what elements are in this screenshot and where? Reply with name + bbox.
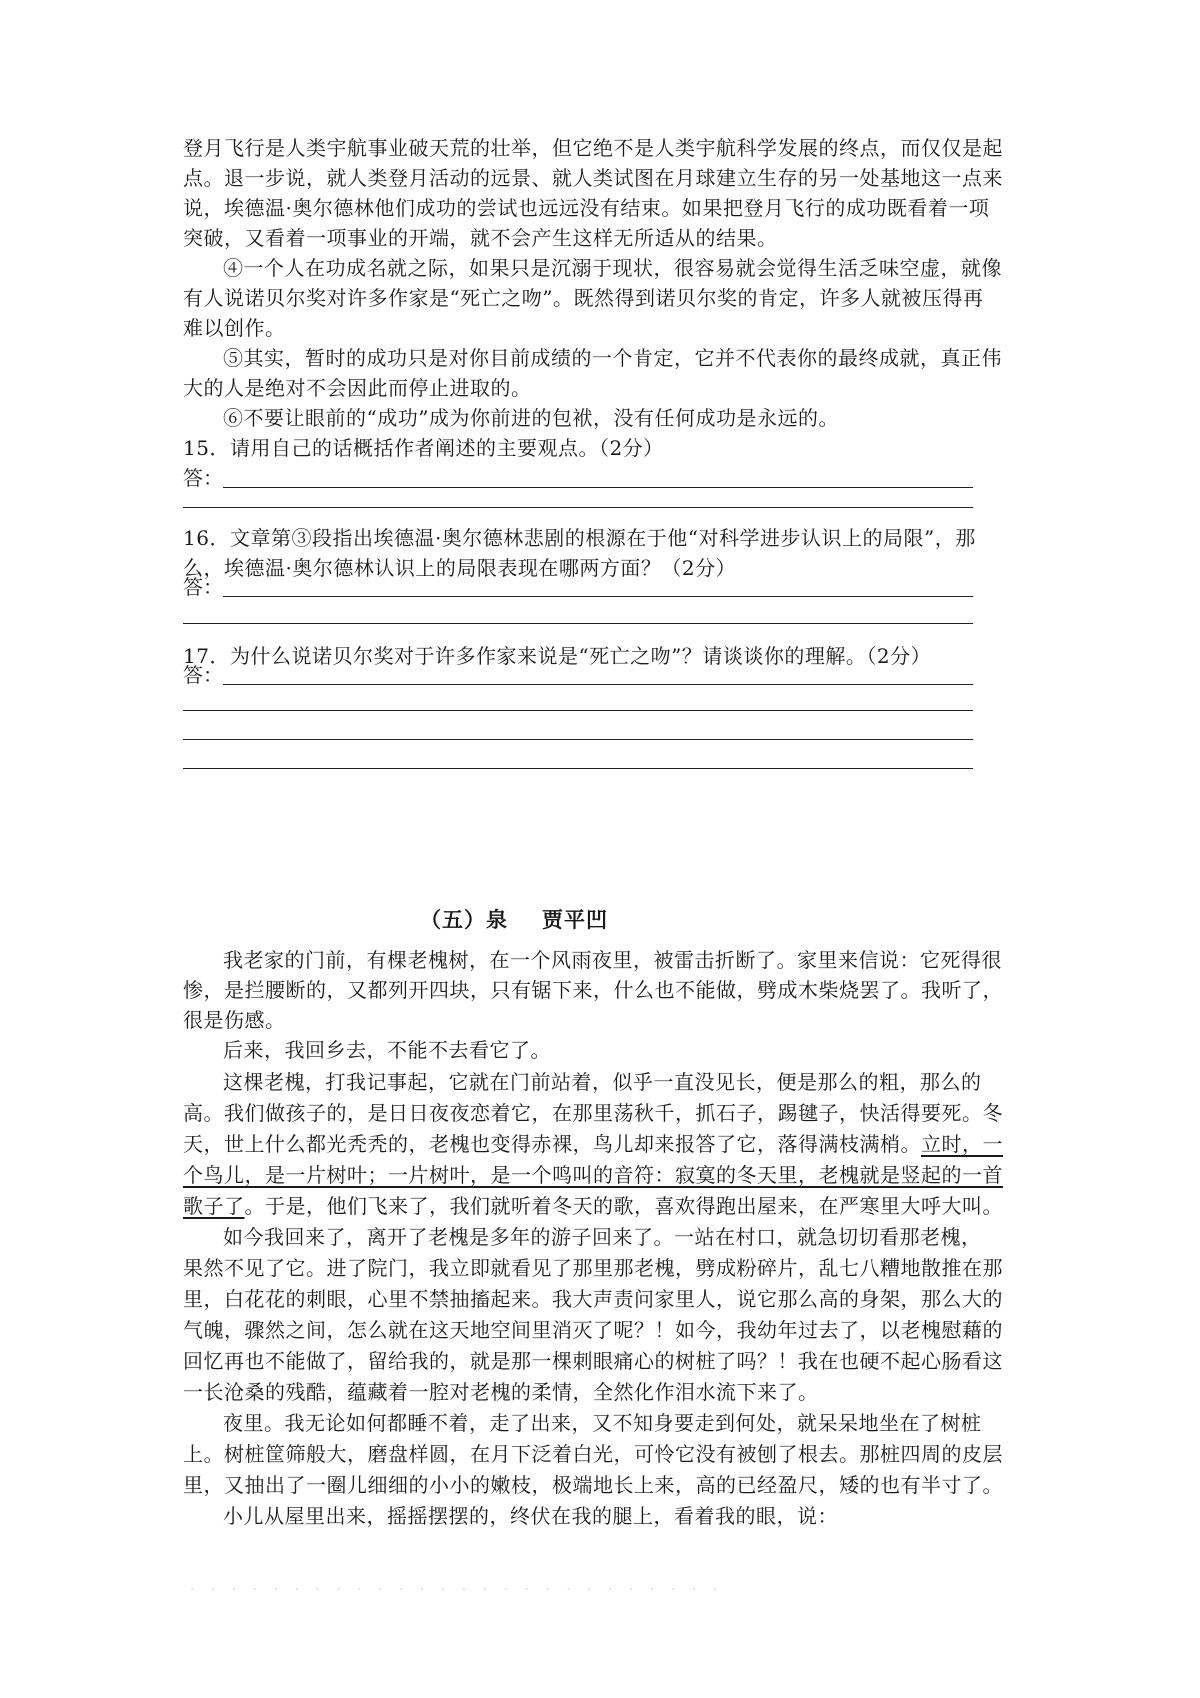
underlined-text: 立时，一 [921, 1132, 1003, 1156]
passage-line: 说，埃德温·奥尔德林他们成功的尝试也远远没有结束。如果把登月飞行的成功既看着一项 [183, 196, 990, 220]
passage-paragraph-4: ④一个人在功成名就之际，如果只是沉溺于现状，很容易就会觉得生活乏味空虚，就像 [223, 256, 1002, 280]
story-paragraph-6: 小儿从屋里出来，摇摇摆摆的，终伏在我的腿上，看着我的眼，说： [223, 1504, 838, 1528]
question-17: 17．为什么说诺贝尔奖对于许多作家来说是“死亡之吻”？请谈谈你的理解。（2分） [183, 644, 932, 668]
underlined-text: 歌子了 [183, 1194, 245, 1218]
story-line: 惨，是拦腰断的，又都列开四块，只有锯下来，什么也不能做，劈成木柴烧罢了。我听了， [183, 978, 1003, 1002]
passage-paragraph-5: ⑤其实，暂时的成功只是对你目前成绩的一个肯定，它并不代表你的最终成就，真正伟 [223, 346, 1002, 370]
passage-line: 突破，又看着一项事业的开端，就不会产生这样无所适从的结果。 [183, 226, 778, 250]
story-line: 一长沧桑的残酷，蕴藏着一腔对老槐的柔情，全然化作泪水流下来了。 [183, 1380, 819, 1404]
answer-line[interactable] [183, 507, 973, 508]
question-16: 16．文章第③段指出埃德温·奥尔德林悲剧的根源在于他“对科学进步认识上的局限”，那 [183, 526, 976, 550]
bleed-through-marks: · · · · · · · · · · · · · · · · · · · · · · · · · · [190, 1582, 723, 1598]
story-line: 里，又抽出了一圈儿细细的小小的嫩枝，极端地长上来，高的已经盈尺，矮的也有半寸了。 [183, 1473, 1003, 1497]
answer-label: 答： [183, 663, 223, 687]
question-15: 15．请用自己的话概括作者阐述的主要观点。（2分） [183, 436, 664, 460]
story-line: 气魄，骤然之间，怎么就在这天地空间里消灭了呢？！如今，我幼年过去了，以老槐慰藉的 [183, 1318, 1003, 1342]
story-paragraph-5: 夜里。我无论如何都睡不着，走了出来，又不知身要走到何处，就呆呆地坐在了树桩 [223, 1411, 982, 1435]
story-line: 里，白花花的刺眼，心里不禁抽搐起来。我大声责问家里人，说它那么高的身架，那么大的 [183, 1287, 1003, 1311]
story-line: 高。我们做孩子的，是日日夜夜恋着它，在那里荡秋千，抓石子，踢毽子，快活得要死。冬 [183, 1101, 1003, 1125]
story-paragraph-2: 后来，我回乡去，不能不去看它了。 [223, 1038, 551, 1062]
answer-line[interactable] [183, 710, 973, 711]
passage-line: 有人说诺贝尔奖对许多作家是“死亡之吻”。既然得到诺贝尔奖的肯定，许多人就被压得再 [183, 286, 984, 310]
story-line: 回忆再也不能做了，留给我的，就是那一棵刺眼痛心的树桩了吗？！我在也硬不起心肠看这 [183, 1349, 1003, 1373]
section-author: 贾平凹 [542, 907, 608, 932]
story-paragraph-3: 这棵老槐，打我记事起，它就在门前站着，似乎一直没见长，便是那么的粗，那么的 [223, 1070, 982, 1094]
answer-line[interactable] [183, 768, 973, 769]
answer-line[interactable] [183, 739, 973, 740]
story-text: 天，世上什么都光秃秃的，老槐也变得赤裸，鸟儿却来报答了它，落得满枝满梢。 [183, 1132, 921, 1156]
story-line: 很是伤感。 [183, 1008, 286, 1032]
section-title-text: （五）泉 [420, 907, 508, 932]
story-paragraph-4: 如今我回来了，离开了老槐是多年的游子回来了。一站在村口，就急切切看那老槐， [223, 1225, 982, 1249]
answer-row-15 [183, 463, 973, 493]
answer-label: 答： [183, 575, 223, 599]
section-title [420, 905, 608, 935]
passage-line: 难以创作。 [183, 316, 286, 340]
story-line: 果然不见了它。进了院门，我立即就看见了那里那老槐，劈成粉碎片，乱七八糟地散推在那 [183, 1256, 1003, 1280]
answer-row-16 [183, 572, 973, 602]
passage-line: 点。退一步说，就人类登月活动的远景、就人类试图在月球建立生存的另一处基地这一点来 [183, 166, 1003, 190]
story-paragraph-1: 我老家的门前，有棵老槐树，在一个风雨夜里，被雷击折断了。家里来信说：它死得很 [223, 948, 1002, 972]
answer-line[interactable] [223, 684, 973, 685]
story-line [183, 1129, 1025, 1159]
underlined-line: 个鸟儿，是一片树叶；一片树叶，是一个鸣叫的音符：寂寞的冬天里，老槐就是竖起的一首 [183, 1163, 1003, 1187]
answer-label: 答： [183, 466, 223, 490]
passage-line: 登月飞行是人类宇航事业破天荒的壮举，但它绝不是人类宇航科学发展的终点，而仅仅是起 [183, 136, 1003, 160]
passage-line: 大的人是绝对不会因此而停止进取的。 [183, 376, 532, 400]
story-line: 上。树桩筐筛般大，磨盘样圆，在月下泛着白光，可怜它没有被刨了根去。那桩四周的皮层 [183, 1442, 1003, 1466]
story-line [183, 1191, 1025, 1221]
passage-paragraph-6: ⑥不要让眼前的“成功”成为你前进的包袱，没有任何成功是永远的。 [223, 406, 839, 430]
answer-line[interactable] [183, 623, 973, 624]
story-text: 。于是，他们飞来了，我们就听着冬天的歌，喜欢得跑出屋来，在严寒里大呼大叫。 [244, 1194, 1003, 1218]
answer-line[interactable] [223, 596, 973, 597]
answer-line[interactable] [223, 487, 973, 488]
answer-row-17 [183, 660, 973, 690]
question-16-cont: 么，埃德温·奥尔德林认识上的局限表现在哪两方面？（2分） [183, 556, 737, 580]
